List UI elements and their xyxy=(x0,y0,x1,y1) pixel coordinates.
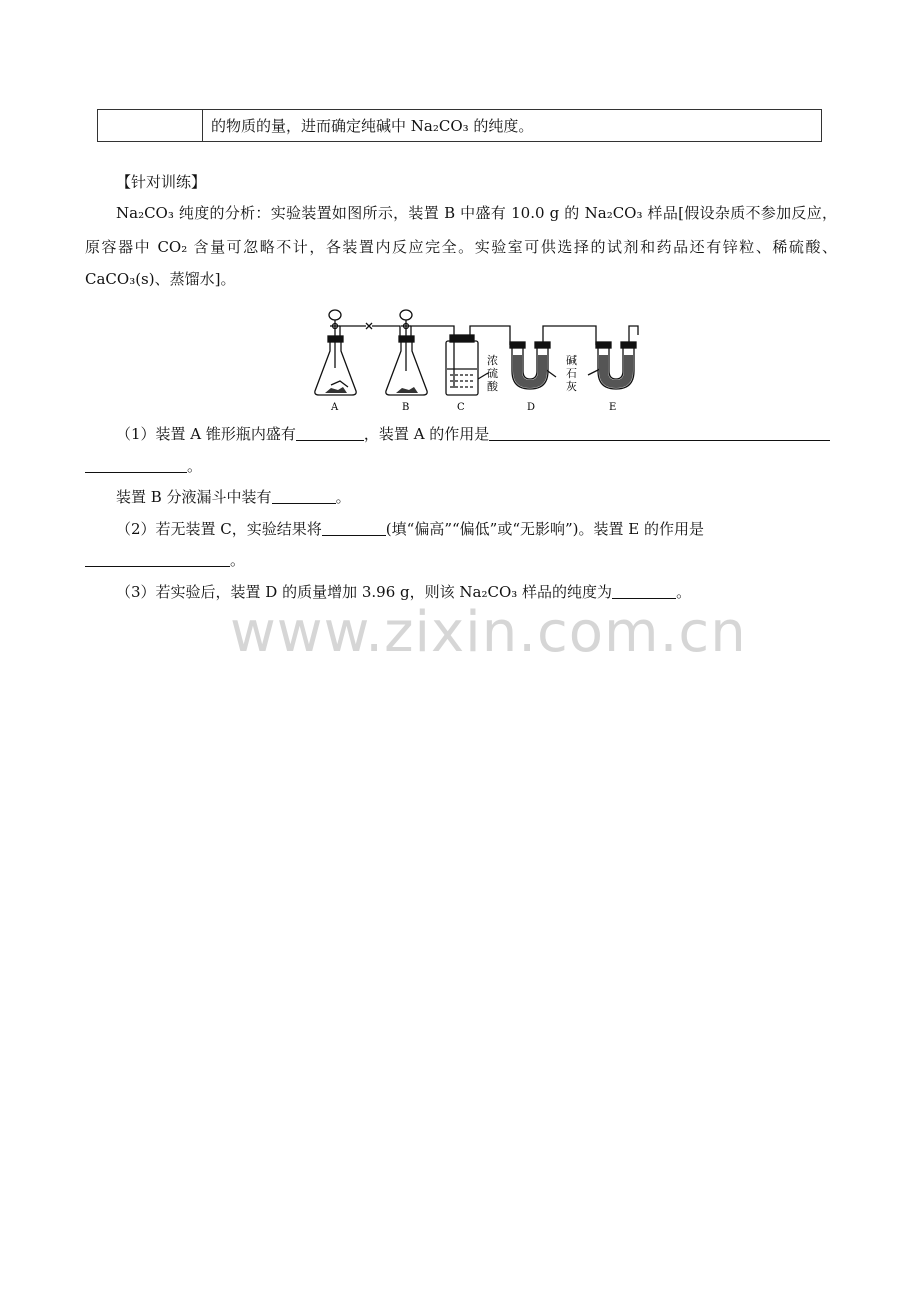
de-reagent-3: 灰 xyxy=(566,380,577,393)
apparatus-figure xyxy=(310,293,650,418)
question-2-line-2 xyxy=(85,550,245,570)
question-2-line xyxy=(116,519,704,539)
q1-blank-3[interactable] xyxy=(272,488,336,504)
q3-text-a: （3）若实验后，装置 D 的质量增加 3.96 g，则该 Na₂CO₃ 样品的纯度为 xyxy=(116,583,613,601)
q1-text-b: ，装置 A 的作用是 xyxy=(363,425,490,443)
q2-blank-2[interactable] xyxy=(85,551,230,567)
q1-text-e: 。 xyxy=(335,488,351,506)
question-1-line-3 xyxy=(116,487,351,507)
question-1-line-2 xyxy=(85,456,202,476)
question-3-line xyxy=(116,582,691,602)
c-reagent-3: 酸 xyxy=(487,380,498,393)
watermark: www.zixin.com.cn xyxy=(230,600,747,665)
q2-blank-1[interactable] xyxy=(322,520,386,536)
label-e: E xyxy=(609,402,617,413)
q1-blank-2[interactable] xyxy=(489,425,830,441)
table-cell-text: 的物质的量，进而确定纯碱中 Na₂CO₃ 的纯度。 xyxy=(211,117,534,135)
q2-text-b: (填“偏高”“偏低”或“无影响”)。装置 E 的作用是 xyxy=(385,520,704,538)
q3-text-b: 。 xyxy=(676,583,692,601)
table-fragment xyxy=(97,109,822,142)
label-a: A xyxy=(331,402,339,413)
q1-text-c: 。 xyxy=(187,457,203,475)
label-d: D xyxy=(527,402,536,413)
table-cell-empty xyxy=(98,110,203,141)
q1-text-a: （1）装置 A 锥形瓶内盛有 xyxy=(116,425,296,443)
question-1-line xyxy=(116,424,830,444)
c-reagent-1: 浓 xyxy=(487,354,498,367)
section-title: 【针对训练】 xyxy=(116,173,207,191)
q2-text-a: （2）若无装置 C，实验结果将 xyxy=(116,520,322,538)
q2-text-c: 。 xyxy=(230,551,246,569)
q1-blank-1[interactable] xyxy=(296,425,364,441)
de-reagent-1: 碱 xyxy=(566,354,577,367)
intro-line-3: CaCO₃(s)、蒸馏水]。 xyxy=(85,270,236,288)
intro-line-2: 原容器中 CO₂ 含量可忽略不计，各装置内反应完全。实验室可供选择的试剂和药品还有锌粒、稀硫酸、 xyxy=(85,238,837,256)
label-c: C xyxy=(457,402,465,413)
q3-blank[interactable] xyxy=(612,583,676,599)
c-reagent-2: 硫 xyxy=(487,367,498,380)
q1-blank-2-cont[interactable] xyxy=(85,457,187,473)
label-b: B xyxy=(402,402,410,413)
intro-line-1: Na₂CO₃ 纯度的分析：实验装置如图所示，装置 B 中盛有 10.0 g 的 Na₂CO₃ 样品[假设杂质不参加反应， xyxy=(116,204,837,222)
de-reagent-2: 石 xyxy=(566,367,577,380)
q1-text-d: 装置 B 分液漏斗中装有 xyxy=(116,488,272,506)
